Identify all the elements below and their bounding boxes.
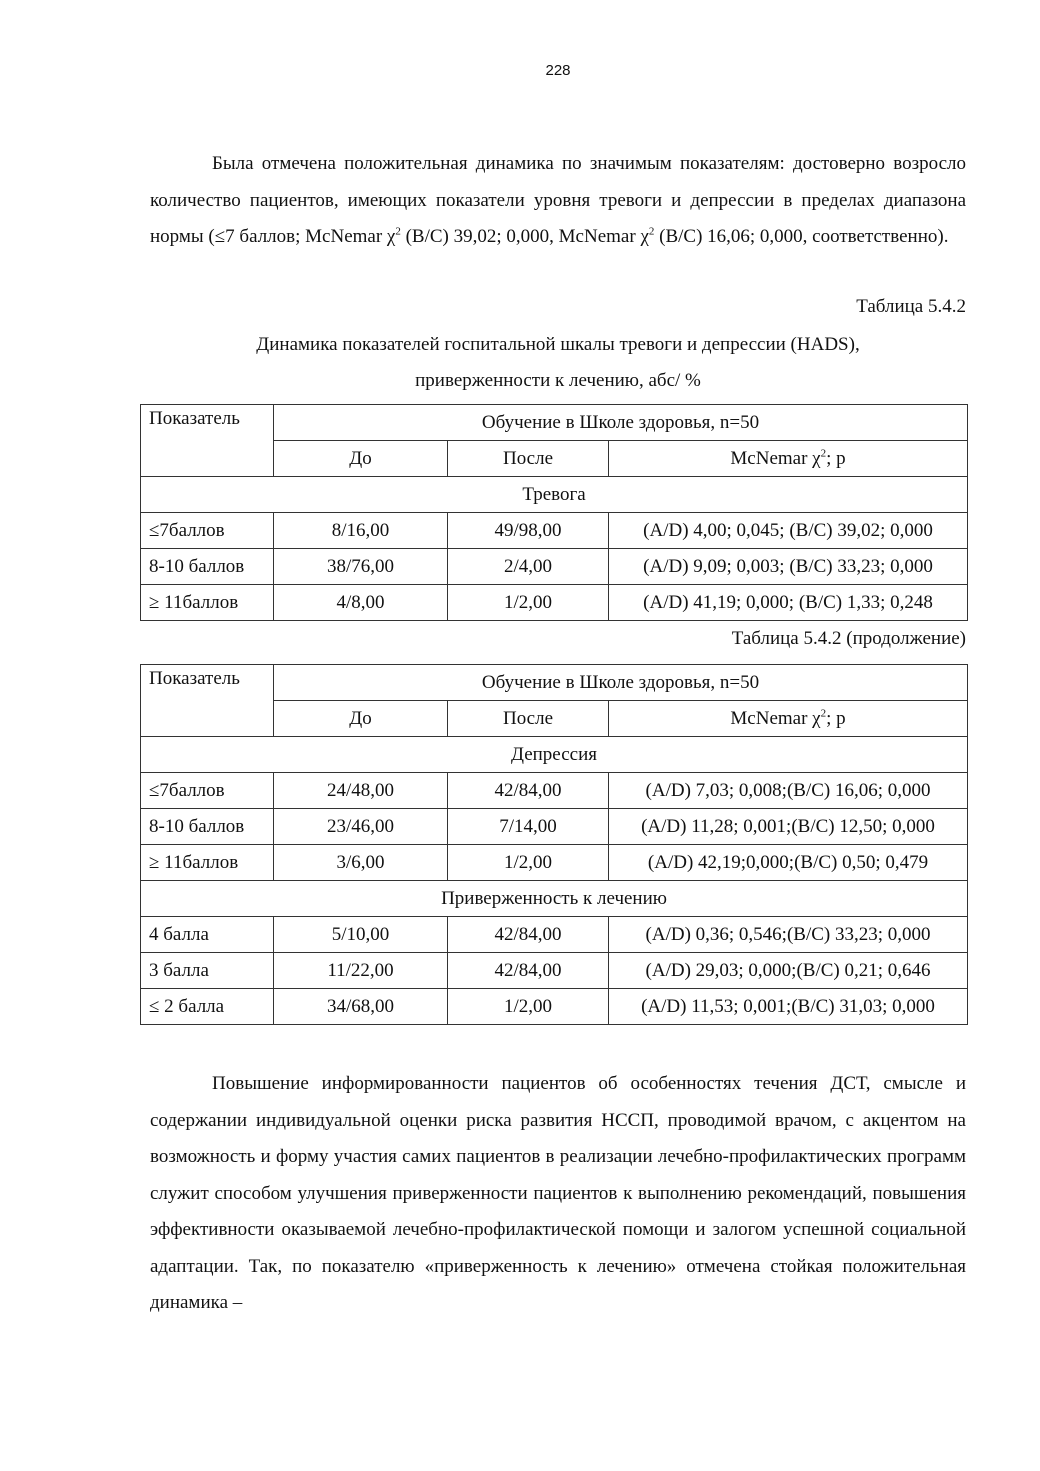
header-before: До [274,441,448,477]
table-row [141,549,968,585]
row-stat: (A/D) 41,19; 0,000; (B/C) 1,33; 0,248 [609,585,968,621]
table-header-row [141,405,968,441]
table-title-line2: приверженности к лечению, абс/ % [415,370,701,391]
section-adherence: Приверженность к лечению [141,881,968,917]
row-stat: (A/D) 9,09; 0,003; (B/C) 33,23; 0,000 [609,549,968,585]
row-after: 42/84,00 [448,917,609,953]
row-label: 8-10 баллов [141,809,274,845]
row-after: 2/4,00 [448,549,609,585]
chi-square-sup-2: 2 [648,225,655,238]
table-row [141,585,968,621]
section-anxiety: Тревога [141,477,968,513]
header-after: После [448,441,609,477]
table-row [141,809,968,845]
section-row [141,477,968,513]
row-before: 4/8,00 [274,585,448,621]
table-title-line1: Динамика показателей госпитальной шкалы тревоги и депрессии (HADS), [256,334,860,355]
row-after: 49/98,00 [448,513,609,549]
intro-paragraph [150,146,966,256]
row-before: 5/10,00 [274,917,448,953]
table-row [141,845,968,881]
row-after: 42/84,00 [448,953,609,989]
intro-text-2: (B/C) 39,02; 0,000, McNemar χ [400,226,649,247]
row-after: 1/2,00 [448,845,609,881]
row-label: 3 балла [141,953,274,989]
table-header-row [141,665,968,701]
row-before: 34/68,00 [274,989,448,1025]
row-after: 1/2,00 [448,585,609,621]
table-caption: Таблица 5.4.2 [856,296,966,317]
table-row [141,989,968,1025]
row-stat: (A/D) 4,00; 0,045; (B/C) 39,02; 0,000 [609,513,968,549]
section-depression: Депрессия [141,737,968,773]
row-before: 24/48,00 [274,773,448,809]
intro-text-3: (B/C) 16,06; 0,000, соответственно). [654,226,949,247]
row-before: 3/6,00 [274,845,448,881]
header-group: Обучение в Школе здоровья, n=50 [274,405,968,441]
row-stat: (A/D) 7,03; 0,008;(B/C) 16,06; 0,000 [609,773,968,809]
row-label: ≤7баллов [141,773,274,809]
header-group: Обучение в Школе здоровья, n=50 [274,665,968,701]
header-after: После [448,701,609,737]
anxiety-table [140,404,968,621]
row-stat: (A/D) 29,03; 0,000;(B/C) 0,21; 0,646 [609,953,968,989]
header-stat: McNemar $\chi^2$; p [609,441,968,477]
table-row [141,773,968,809]
intro-text-1: Была отмечена положительная динамика по значимым показателям: достоверно возросло количество пациентов, имеющих показатели уровня тревоги и депрессии в пределах диапазона нормы (≤7 баллов; McNemar χ [150,153,966,247]
section-row [141,881,968,917]
header-indicator: Показатель [141,665,274,737]
row-before: 38/76,00 [274,549,448,585]
row-label: ≤7баллов [141,513,274,549]
row-label: ≥ 11баллов [141,585,274,621]
row-stat: (A/D) 11,53; 0,001;(B/C) 31,03; 0,000 [609,989,968,1025]
row-before: 23/46,00 [274,809,448,845]
header-indicator: Показатель [141,405,274,477]
row-label: 4 балла [141,917,274,953]
row-label: ≥ 11баллов [141,845,274,881]
chi-square-sup-1: 2 [395,225,401,238]
table-row [141,917,968,953]
row-after: 42/84,00 [448,773,609,809]
row-stat: (A/D) 42,19;0,000;(B/C) 0,50; 0,479 [609,845,968,881]
row-before: 11/22,00 [274,953,448,989]
table-continuation-caption: Таблица 5.4.2 (продолжение) [731,628,966,649]
closing-paragraph [150,1066,966,1322]
header-stat: McNemar $\chi^2$; p [609,701,968,737]
row-stat: (A/D) 11,28; 0,001;(B/C) 12,50; 0,000 [609,809,968,845]
page-number: 228 [545,62,571,79]
depression-adherence-table [140,664,968,1025]
row-after: 7/14,00 [448,809,609,845]
row-after: 1/2,00 [448,989,609,1025]
section-row [141,737,968,773]
row-before: 8/16,00 [274,513,448,549]
row-label: ≤ 2 балла [141,989,274,1025]
header-before: До [274,701,448,737]
table-row [141,513,968,549]
row-stat: (A/D) 0,36; 0,546;(B/C) 33,23; 0,000 [609,917,968,953]
closing-text: Повышение информированности пациентов об особенностях течения ДСТ, смысле и содержании индивидуальной оценки риска развития НССП, проводимой врачом, с акцентом на возможность и форму участия самих пациентов в реализации лечебно-профилактических программ служит способом улучшения приверженности пациентов к выполнению рекомендаций, повышения эффективности оказываемой лечебно-профилактической помощи и залогом успешной социальной адаптации. Так, по показателю «приверженность к лечению» отмечена стойкая положительная динамика – [150,1073,966,1313]
table-row [141,953,968,989]
row-label: 8-10 баллов [141,549,274,585]
